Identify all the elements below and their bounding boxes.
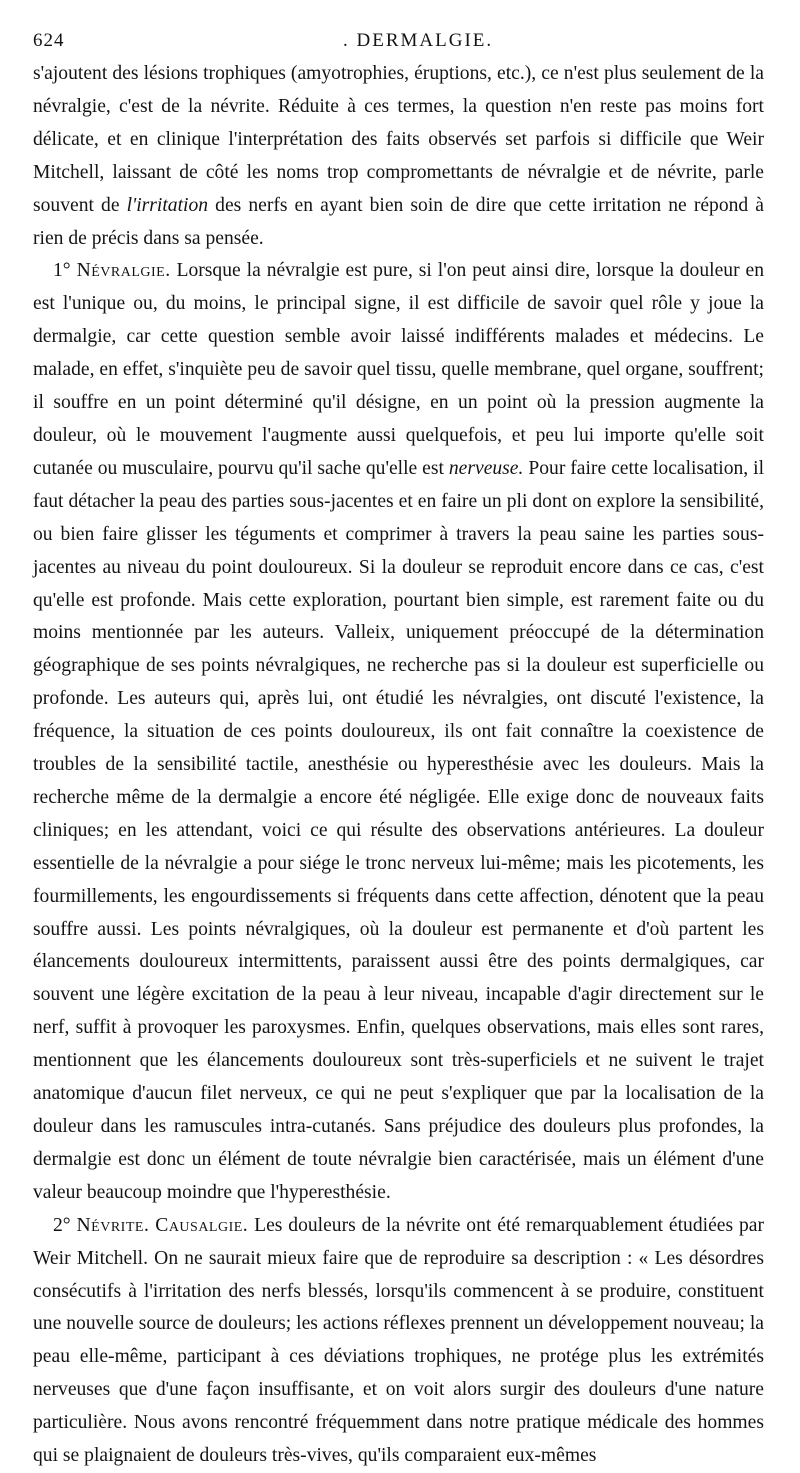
paragraph-2	[33, 255, 764, 1209]
paragraph-1	[33, 58, 764, 255]
paragraph-3	[33, 1210, 764, 1473]
paragraph-2-italic: nerveuse.	[448, 457, 524, 479]
paragraph-1-italic: l'irritation	[126, 194, 209, 216]
running-title: . DERMALGIE.	[343, 30, 494, 51]
body-text	[33, 58, 764, 1473]
page-header	[33, 28, 764, 58]
section-heading-nevralgie: Névralgie.	[76, 260, 171, 282]
section-heading-nevrite: Névrite.	[76, 1214, 150, 1236]
section-number-2: 2°	[53, 1214, 71, 1236]
section-number-1: 1°	[53, 260, 71, 282]
paragraph-1-text-a: s'ajoutent des lésions trophiques (amyotrophies, éruptions, etc.), ce n'est plus seulement de la névralgie, c'est de la névrite. Réduite à ces termes, la question n'en reste pas moins fort délicate, et en clinique l'interprétation des faits observés set parfois si difficile que Weir Mitchell, laissant de côté les noms trop compromettants de névralgie et de névrite, parle souvent de	[33, 63, 764, 216]
paragraph-2-text-b: Pour faire cette localisation, il faut détacher la peau des parties sous-jacentes et en faire un pli dont on explore la sensibilité, ou bien faire glisser les téguments et comprimer à travers la peau saine les parties sous-jacentes au niveau du point douloureux. Si la douleur se reproduit encore dans ce cas, c'est qu'elle est profonde. Mais cette exploration, pourtant bien simple, est rarement faite ou du moins mentionnée par les auteurs. Valleix, uniquement préoccupé de la détermination géographique de ses points névralgiques, ne recherche pas si la douleur est superficielle ou profonde. Les auteurs qui, après lui, ont étudié les névralgies, ont discuté l'existence, la fréquence, la situation de ces points douloureux, ils ont fait connaître la coexistence de troubles de la sensibilité tactile, anesthésie ou hyperesthésie avec les douleurs. Mais la recherche même de la dermalgie a encore été négligée. Elle exige donc de nouveaux faits cliniques; en les attendant, voici ce qui résulte des observations antérieures. La douleur essentielle de la névralgie a pour siége le tronc nerveux lui-même; mais les picotements, les fourmillements, les engourdissements si fréquents dans cette affection, dénotent que la peau souffre aussi. Les points névralgiques, où la douleur est permanente et d'où partent les élancements douloureux intermittents, paraissent aussi être des points dermalgiques, car souvent une légère excitation de la peau à leur niveau, incapable d'agir directement sur le nerf, suffit à provoquer les paroxysmes. Enfin, quelques observations, mais elles sont rares, mentionnent que les élancements douloureux sont très-superficiels et ne suivent le trajet anatomique d'aucun filet nerveux, ce qui ne peut s'expliquer que par la localisation de la douleur dans les ramuscules intra-cutanés. Sans préjudice des douleurs plus profondes, la dermalgie est donc un élément de toute névralgie bien caractérisée, mais un élément d'une valeur beaucoup moindre que l'hyperesthésie.	[33, 457, 765, 1203]
paragraph-1-text-b: des nerfs en ayant bien soin de dire que cette irritation ne répond à rien de précis dans sa pensée.	[33, 194, 764, 249]
paragraph-3-text: Les douleurs de la névrite ont été remarquablement étudiées par Weir Mitchell. On ne saurait mieux faire que de reproduire sa description : « Les désordres consécutifs à l'irritation des nerfs blessés, lorsqu'ils commencent à se produire, constituent une nouvelle source de douleurs; les actions réflexes prennent un développement nouveau; la peau elle-même, participant à ces déviations trophiques, ne protége plus les extrémités nerveuses que d'une façon insuffisante, et on voit alors surgir des douleurs d'une nature particulière. Nous avons rencontré fréquemment dans notre pratique médicale des hommes qui se plaignaient de douleurs très-vives, qu'ils comparaient eux-mêmes	[33, 1214, 765, 1467]
paragraph-2-text-a: Lorsque la névralgie est pure, si l'on peut ainsi dire, lorsque la douleur en est l'unique ou, du moins, le principal signe, il est difficile de savoir quel rôle y joue la dermalgie, car cette question semble avoir laissé indifférents malades et médecins. Le malade, en effet, s'inquiète peu de savoir quel tissu, quelle membrane, quel organe, souffrent; il souffre en un point déterminé qu'il désigne, en un point où la pression augmente la douleur, où le mouvement l'augmente aussi quelquefois, et peu lui importe qu'elle soit cutanée ou musculaire, pourvu qu'il sache qu'elle est	[33, 260, 765, 479]
section-heading-causalgie: Causalgie.	[155, 1214, 249, 1236]
page-number: 624	[33, 30, 65, 51]
